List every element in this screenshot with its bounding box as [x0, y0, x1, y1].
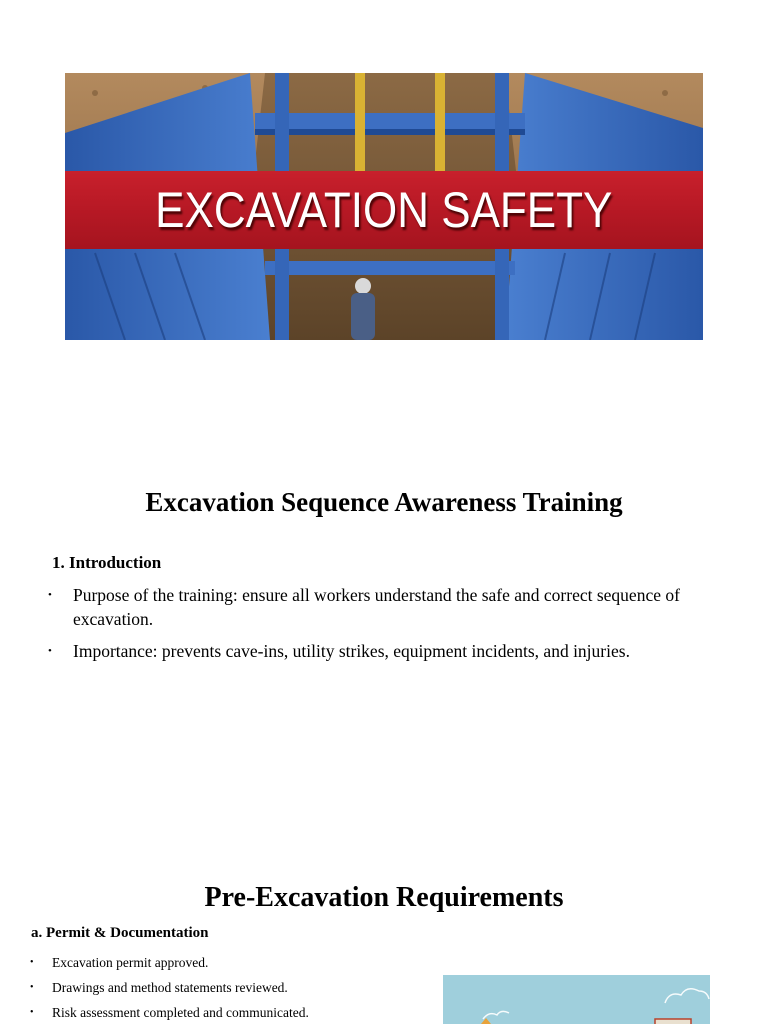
list-item [30, 950, 430, 975]
hero-red-band [65, 171, 703, 249]
permit-illustration-image [443, 975, 710, 1024]
permit-item-text: Drawings and method statements reviewed. [52, 980, 288, 995]
intro-item-text: Purpose of the training: ensure all workers understand the safe and correct sequence of excavation. [73, 585, 680, 629]
page-title: Excavation Sequence Awareness Training [145, 487, 623, 517]
list-item [30, 1000, 430, 1025]
intro-list [48, 583, 708, 671]
bullet-icon: • [48, 645, 52, 657]
bullet-icon: • [30, 982, 34, 993]
hero-banner-title: EXCAVATION SAFETY [155, 182, 613, 238]
intro-item-text: Importance: prevents cave-ins, utility strikes, equipment incidents, and injuries. [73, 641, 630, 661]
permit-item-text: Risk assessment completed and communicated. [52, 1005, 309, 1020]
intro-heading: 1. Introduction [52, 553, 162, 572]
section-title-pre-excavation: Pre-Excavation Requirements [204, 882, 564, 913]
bullet-icon: • [30, 1007, 34, 1018]
hero-banner-image [65, 73, 703, 340]
permit-heading: a. Permit & Documentation [31, 925, 209, 941]
permit-list [30, 950, 430, 1025]
cloud-illustration [443, 975, 710, 1024]
list-item [48, 583, 708, 631]
bullet-icon: • [30, 957, 34, 968]
permit-item-text: Excavation permit approved. [52, 955, 209, 970]
list-item [30, 975, 430, 1000]
bullet-icon: • [48, 589, 52, 601]
list-item [48, 639, 708, 663]
